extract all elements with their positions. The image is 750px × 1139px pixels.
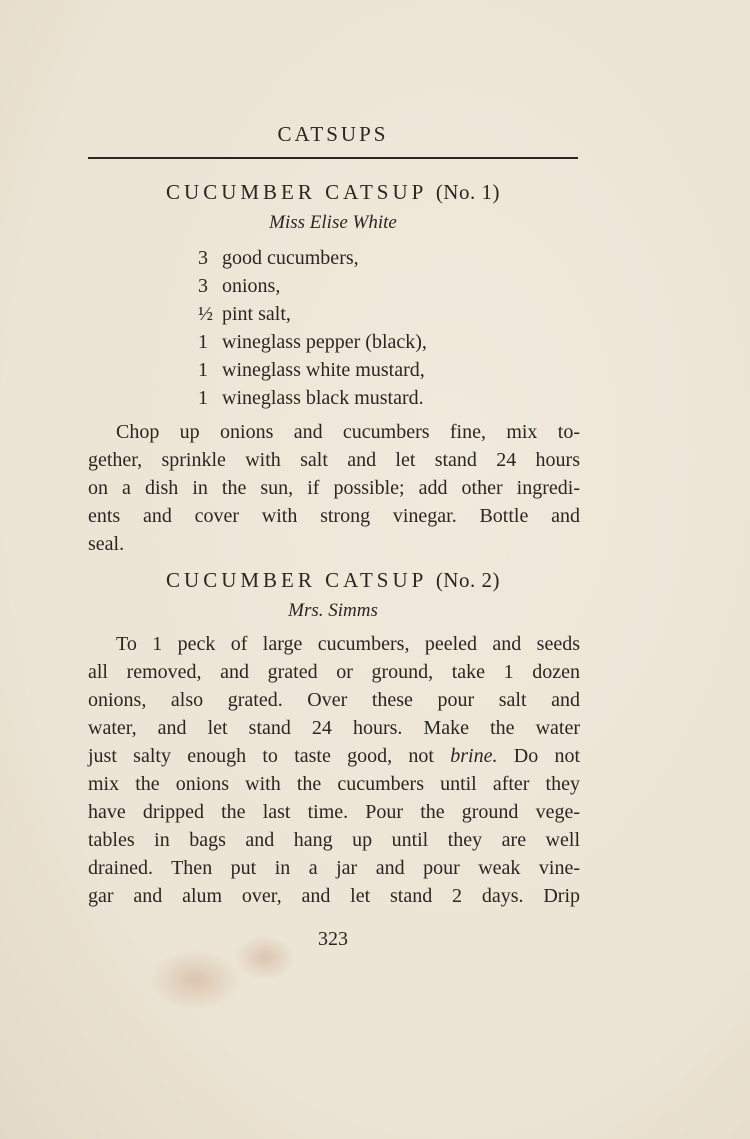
text-span: just salty enough to taste good, not bbox=[88, 745, 434, 767]
text-line-mixed bbox=[88, 742, 580, 770]
ingredient-name: wineglass black mustard. bbox=[222, 387, 424, 409]
ingredient-qty: 1 bbox=[198, 331, 208, 353]
running-head: CATSUPS bbox=[277, 122, 389, 146]
recipe-title-text: CUCUMBER CATSUP bbox=[166, 568, 427, 592]
recipe-directions bbox=[88, 418, 580, 558]
ingredient-name: good cucumbers, bbox=[222, 247, 359, 269]
ingredient-qty: ½ bbox=[198, 303, 213, 325]
recipe-title bbox=[88, 568, 578, 593]
text-line: Chop up onions and cucumbers fine, mix to- bbox=[116, 421, 580, 443]
ingredient-item bbox=[198, 328, 427, 356]
text-line: drained. Then put in a jar and pour weak vine- bbox=[88, 857, 580, 879]
ingredient-item bbox=[198, 244, 427, 272]
recipe-directions bbox=[88, 630, 581, 910]
ingredient-item bbox=[198, 272, 427, 300]
page-number: 323 bbox=[318, 928, 348, 950]
ingredient-qty: 1 bbox=[198, 359, 208, 381]
text-line: water, and let stand 24 hours. Make the water bbox=[88, 717, 580, 739]
ingredient-qty: 3 bbox=[198, 275, 208, 297]
ingredient-name: pint salt, bbox=[222, 303, 291, 325]
recipe-title bbox=[88, 180, 578, 205]
header-rule bbox=[88, 157, 578, 159]
ingredient-list bbox=[198, 244, 427, 412]
text-span: Do not bbox=[513, 745, 581, 767]
italic-word: brine. bbox=[450, 745, 498, 767]
ingredient-name: wineglass pepper (black), bbox=[222, 331, 427, 353]
recipe-number: (No. 1) bbox=[435, 180, 500, 204]
text-line: gether, sprinkle with salt and let stand 24 hours bbox=[88, 449, 580, 471]
ingredient-item bbox=[198, 356, 427, 384]
ingredient-qty: 1 bbox=[198, 387, 208, 409]
ingredient-qty: 3 bbox=[198, 247, 208, 269]
text-line: seal. bbox=[88, 533, 125, 555]
text-line: on a dish in the sun, if possible; add other ingredi- bbox=[88, 477, 580, 499]
text-line: have dripped the last time. Pour the ground vege- bbox=[88, 801, 580, 823]
text-line: onions, also grated. Over these pour salt and bbox=[88, 689, 580, 711]
text-line: tables in bags and hang up until they are well bbox=[88, 829, 580, 851]
ingredient-item bbox=[198, 300, 427, 328]
recipe-number: (No. 2) bbox=[435, 568, 500, 592]
text-line: gar and alum over, and let stand 2 days. Drip bbox=[88, 885, 580, 907]
ingredient-item bbox=[198, 384, 427, 412]
text-line: all removed, and grated or ground, take 1 dozen bbox=[88, 661, 580, 683]
recipe-author: Mrs. Simms bbox=[288, 600, 378, 621]
ingredient-name: wineglass white mustard, bbox=[222, 359, 425, 381]
recipe-author: Miss Elise White bbox=[269, 212, 397, 233]
page-stain bbox=[150, 950, 240, 1010]
text-line: To 1 peck of large cucumbers, peeled and seeds bbox=[116, 633, 580, 655]
text-line: ents and cover with strong vinegar. Bottle and bbox=[88, 505, 580, 527]
ingredient-name: onions, bbox=[222, 275, 281, 297]
recipe-title-text: CUCUMBER CATSUP bbox=[166, 180, 427, 204]
text-line: mix the onions with the cucumbers until after they bbox=[88, 773, 580, 795]
